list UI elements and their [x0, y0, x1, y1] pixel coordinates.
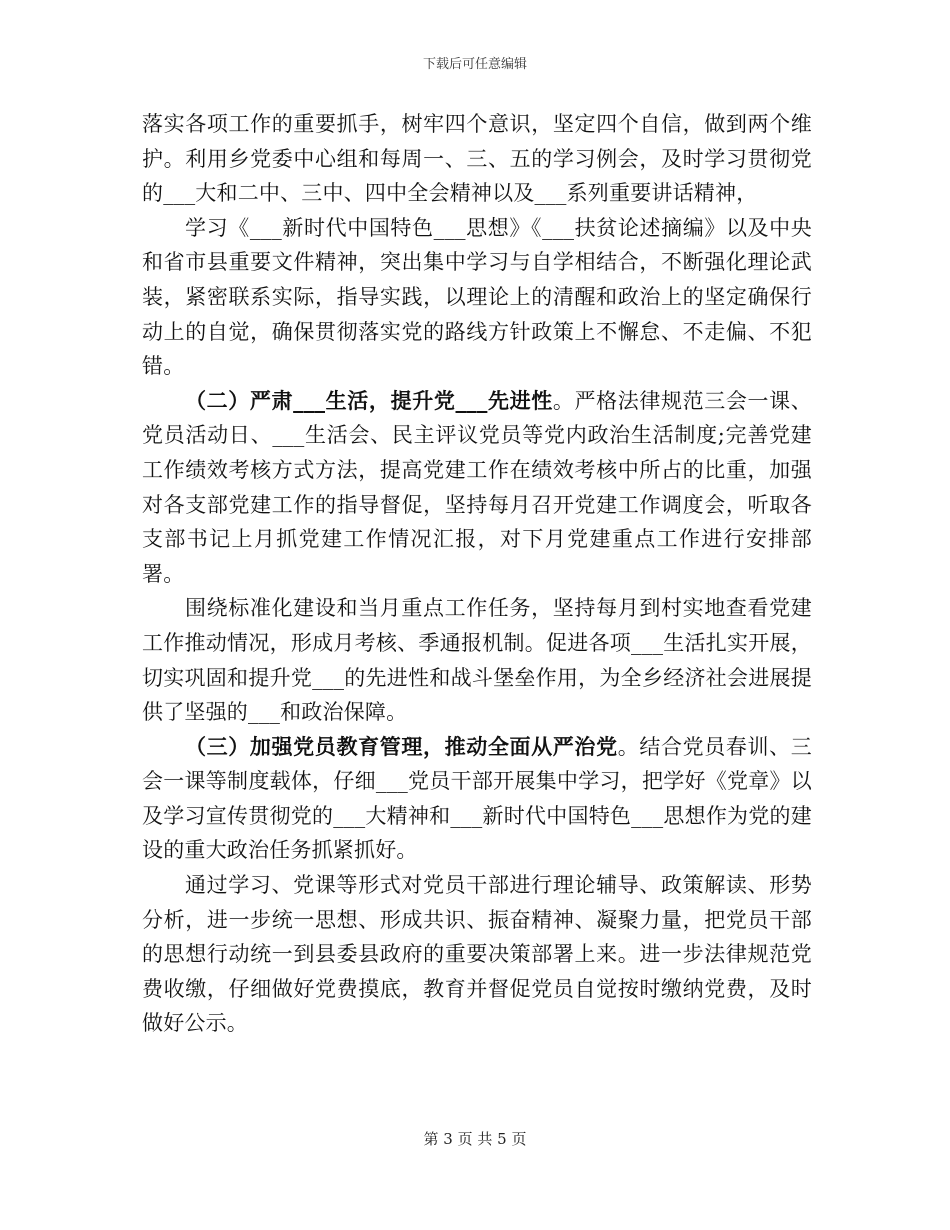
paragraph-3-text: 。严格法律规范三会一课、党员活动日、___生活会、民主评议党员等党内政治生活制度;完善党建工作绩效考核方式方法，提高党建工作在绩效考核中所占的比重，加强对各支部党建工作的指导督促，坚持每月召开党建工作调度会，听取各支部书记上月抓党建工作情况汇报，对下月党建重点工作进行安排部署。 — [142, 388, 812, 586]
page-footer: 第 3 页 共 5 页 — [423, 1130, 527, 1148]
paragraph-4-text: 围绕标准化建设和当月重点工作任务，坚持每月到村实地查看党建工作推动情况，形成月考核、季通报机制。促进各项___生活扎实开展，切实巩固和提升党___的先进性和战斗堡垒作用，为全乡经济社会进展提供了坚强的___和政治保障。 — [142, 596, 812, 725]
section-heading-2: （二）严肃___生活，提升党___先进性 — [185, 387, 553, 413]
page-header: 下载后可任意编辑 — [422, 57, 527, 72]
paragraph-6-text: 通过学习、党课等形式对党员干部进行理论辅导、政策解读、形势分析，进一步统一思想、形成共识、振奋精神、凝聚力量，把党员干部的思想行动统一到县委县政府的重要决策部署上来。进一步法律规范党费收缴，仔细做好党费摸底，教育并督促党员自觉按时缴纳党费，及时做好公示。 — [142, 873, 812, 1036]
paragraph-2-text: 学习《___新时代中国特色___思想》《___扶贫论述摘编》以及中央和省市县重要文件精神，突出集中学习与自学相结合，不断强化理论武装，紧密联系实际，指导实践，以理论上的清醒和政治上的坚定确保行动上的自觉，确保贯彻落实党的路线方针政策上不懈怠、不走偏、不犯错。 — [142, 215, 812, 379]
paragraph-6 — [142, 868, 812, 1041]
section-heading-3: （三）加强党员教育管理，推动全面从严治党 — [185, 733, 618, 759]
document-body — [142, 107, 812, 1041]
paragraph-4 — [142, 591, 812, 729]
paragraph-1 — [142, 107, 812, 211]
paragraph-2 — [142, 211, 812, 384]
paragraph-3 — [142, 384, 812, 592]
paragraph-5 — [142, 730, 812, 868]
paragraph-1-text: 落实各项工作的重要抓手，树牢四个意识，坚定四个自信，做到两个维护。利用乡党委中心组和每周一、三、五的学习例会，及时学习贯彻党的___大和二中、三中、四中全会精神以及___系列重要讲话精神， — [142, 112, 812, 206]
paragraph-5-text: 。结合党员春训、三会一课等制度载体，仔细___党员干部开展集中学习，把学好《党章》以及学习宣传贯彻党的___大精神和___新时代中国特色___思想作为党的建设的重大政治任务抓紧抓好。 — [142, 734, 813, 863]
